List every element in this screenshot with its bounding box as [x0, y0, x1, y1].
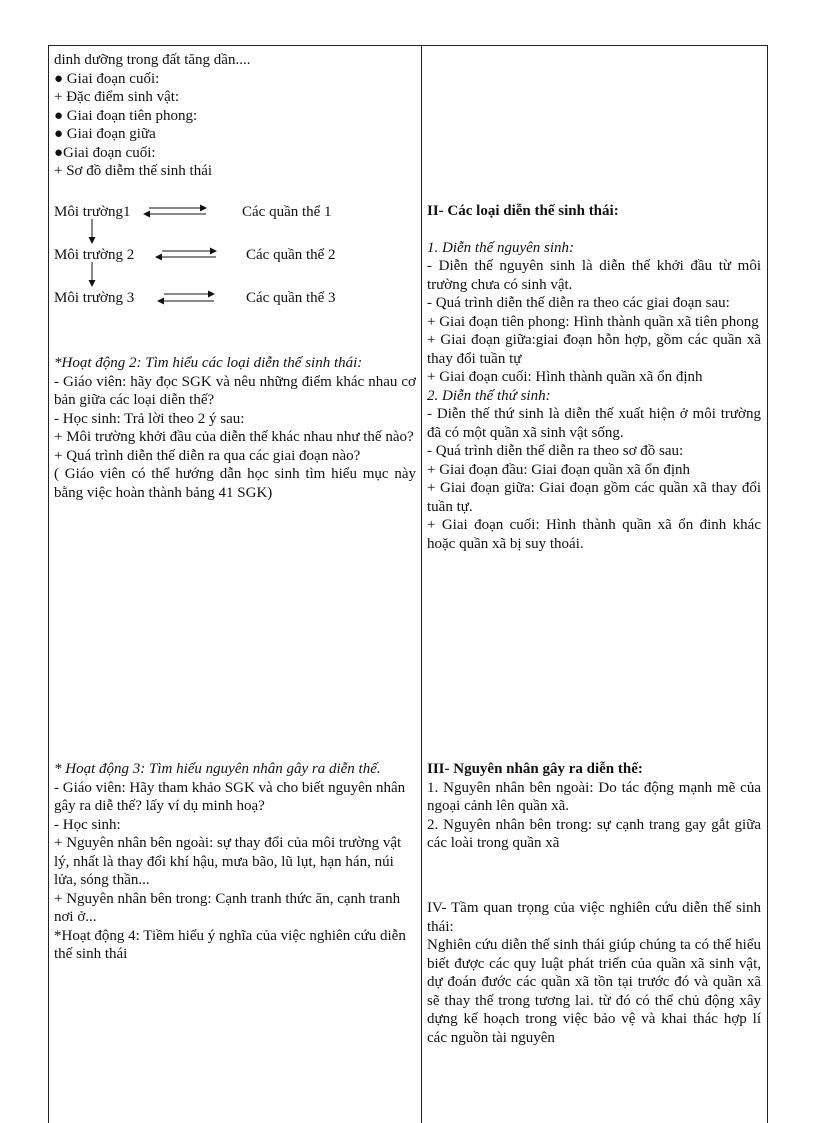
paragraph: + Giai đoạn giữa: Giai đoạn gồm các quần xã thay đổi tuần tự.: [427, 480, 761, 515]
env-1-label: Môi trường1: [54, 204, 131, 220]
activity-3-student: - Học sinh:: [54, 816, 121, 833]
paragraph: + Giai đoạn tiên phong: Hình thành quần xã tiên phong: [427, 313, 759, 330]
activity-3-external-cause: + Nguyên nhân bên ngoài: sự thay đổi của môi trường vật lý, nhất là thay đổi khí hậu, mưa bão, lũ lụt, hạn hán, núi lửa, sóng thần...: [54, 835, 402, 888]
paragraph: + Giai đoạn đầu: Giai đoạn quần xã ổn định: [427, 461, 690, 478]
activity-2-note: ( Giáo viên có thể hướng dẫn học sinh tìm hiểu mục này bằng việc hoàn thành bảng 41 SGK): [54, 466, 416, 501]
text-line: ● Giai đoạn giữa: [54, 126, 156, 142]
paragraph: - Diễn thế nguyên sinh là diễn thế khởi đầu từ môi trường chưa có sinh vật.: [427, 258, 761, 293]
activity-2-question-2: + Quá trình diễn thế diễn ra qua các giai đoạn nào?: [54, 447, 361, 464]
paragraph: + Giai đoạn giữa:giai đoạn hỗn hợp, gồm các quần xã thay đổi tuần tự: [427, 332, 761, 367]
env-3-label: Môi trường 3: [54, 290, 135, 306]
succession-diagram: [54, 201, 416, 306]
section-2-title: II- Các loại diễn thế sinh thái:: [427, 203, 619, 219]
paragraph: 2. Nguyên nhân bên trong: sự cạnh trang gay gắt giữa các loài trong quần xã: [427, 816, 761, 851]
subsection-1-title: 1. Diễn thế nguyên sinh:: [427, 239, 575, 256]
activity-3-internal-cause: + Nguyên nhân bên trong: Cạnh tranh thức ăn, cạnh tranh nơi ở...: [54, 890, 401, 925]
paragraph: + Giai đoạn cuối: Hình thành quần xã ổn định: [427, 369, 703, 385]
section-4-title: IV- Tầm quan trọng của việc nghiên cứu diễn thế sinh thái:: [427, 900, 761, 935]
section-3-title: III- Nguyên nhân gây ra diễn thế:: [427, 761, 643, 777]
activity-2-student: - Học sinh: Trả lời theo 2 ý sau:: [54, 410, 245, 427]
paragraph: Nghiên cứu diễn thế sinh thái giúp chúng ta có thể hiểu biết được các quy luật phát triển của quần xã sinh vật, dự đoán đước các quần xã tồn tại trước đó và quần xã sẽ thay thế trong tương lai. từ đó có thể chủ động xây dựng kế hoạch trong việc bảo vệ và khai thác hợp lí các nguồn tài nguyên: [427, 937, 761, 1046]
text-line: ● Giai đoạn tiên phong:: [54, 107, 198, 124]
column-divider: [421, 46, 422, 1123]
pop-3-label: Các quần thể 3: [246, 290, 336, 306]
lesson-table: [48, 45, 768, 1123]
text-line: + Đặc điểm sinh vật:: [54, 89, 180, 105]
pop-1-label: Các quần thể 1: [242, 204, 332, 220]
pop-2-label: Các quần thể 2: [246, 247, 336, 263]
text-line: + Sơ đồ diễm thế sinh thái: [54, 163, 213, 179]
activity-3-teacher: - Giáo viên: Hãy tham khảo SGK và cho biết nguyên nhân gây ra diễ thế? lấy ví dụ minh hoạ?: [54, 779, 406, 814]
activity-2-question-1: + Môi trường khởi đầu của diễn thế khác nhau như thế nào?: [54, 429, 414, 445]
paragraph: 1. Nguyên nhân bên ngoài: Do tác động mạnh mẽ của ngoại cảnh lên quần xã.: [427, 779, 761, 814]
paragraph: - Quá trình diễn thế diễn ra theo sơ đồ sau:: [427, 443, 684, 459]
text-line: ●Giai đoạn cuối:: [54, 144, 156, 161]
activity-4-title: *Hoạt động 4: Tiềm hiểu ý nghĩa của việc nghiên cứu diễn thế sinh thái: [54, 927, 406, 962]
activity-2-title: *Hoạt động 2: Tìm hiểu các loại diễn thế sinh thái:: [54, 355, 363, 371]
activity-2-teacher: - Giáo viên: hãy đọc SGK và nêu những điểm khác nhau cơ bản giữa các loại diễn thế?: [54, 373, 416, 408]
paragraph: - Quá trình diễn thế diễn ra theo các giai đoạn sau:: [427, 295, 730, 311]
paragraph: + Giai đoạn cuối: Hình thành quần xã ổn đinh khác hoặc quần xã bị suy thoái.: [427, 517, 761, 552]
text-line: ● Giai đoạn cuối:: [54, 70, 160, 87]
text-line: dinh dưỡng trong đất tăng dần....: [54, 52, 251, 68]
subsection-2-title: 2. Diễn thế thứ sinh:: [427, 387, 551, 404]
activity-3-title: * Hoạt động 3: Tìm hiểu nguyên nhân gây ra diễn thế.: [54, 761, 381, 777]
diagram-arrows: [54, 201, 416, 311]
env-2-label: Môi trường 2: [54, 247, 135, 263]
paragraph: - Diễn thế thứ sinh là diễn thế xuất hiện ở môi trường đã có một quần xã sinh vật sống.: [427, 406, 761, 441]
